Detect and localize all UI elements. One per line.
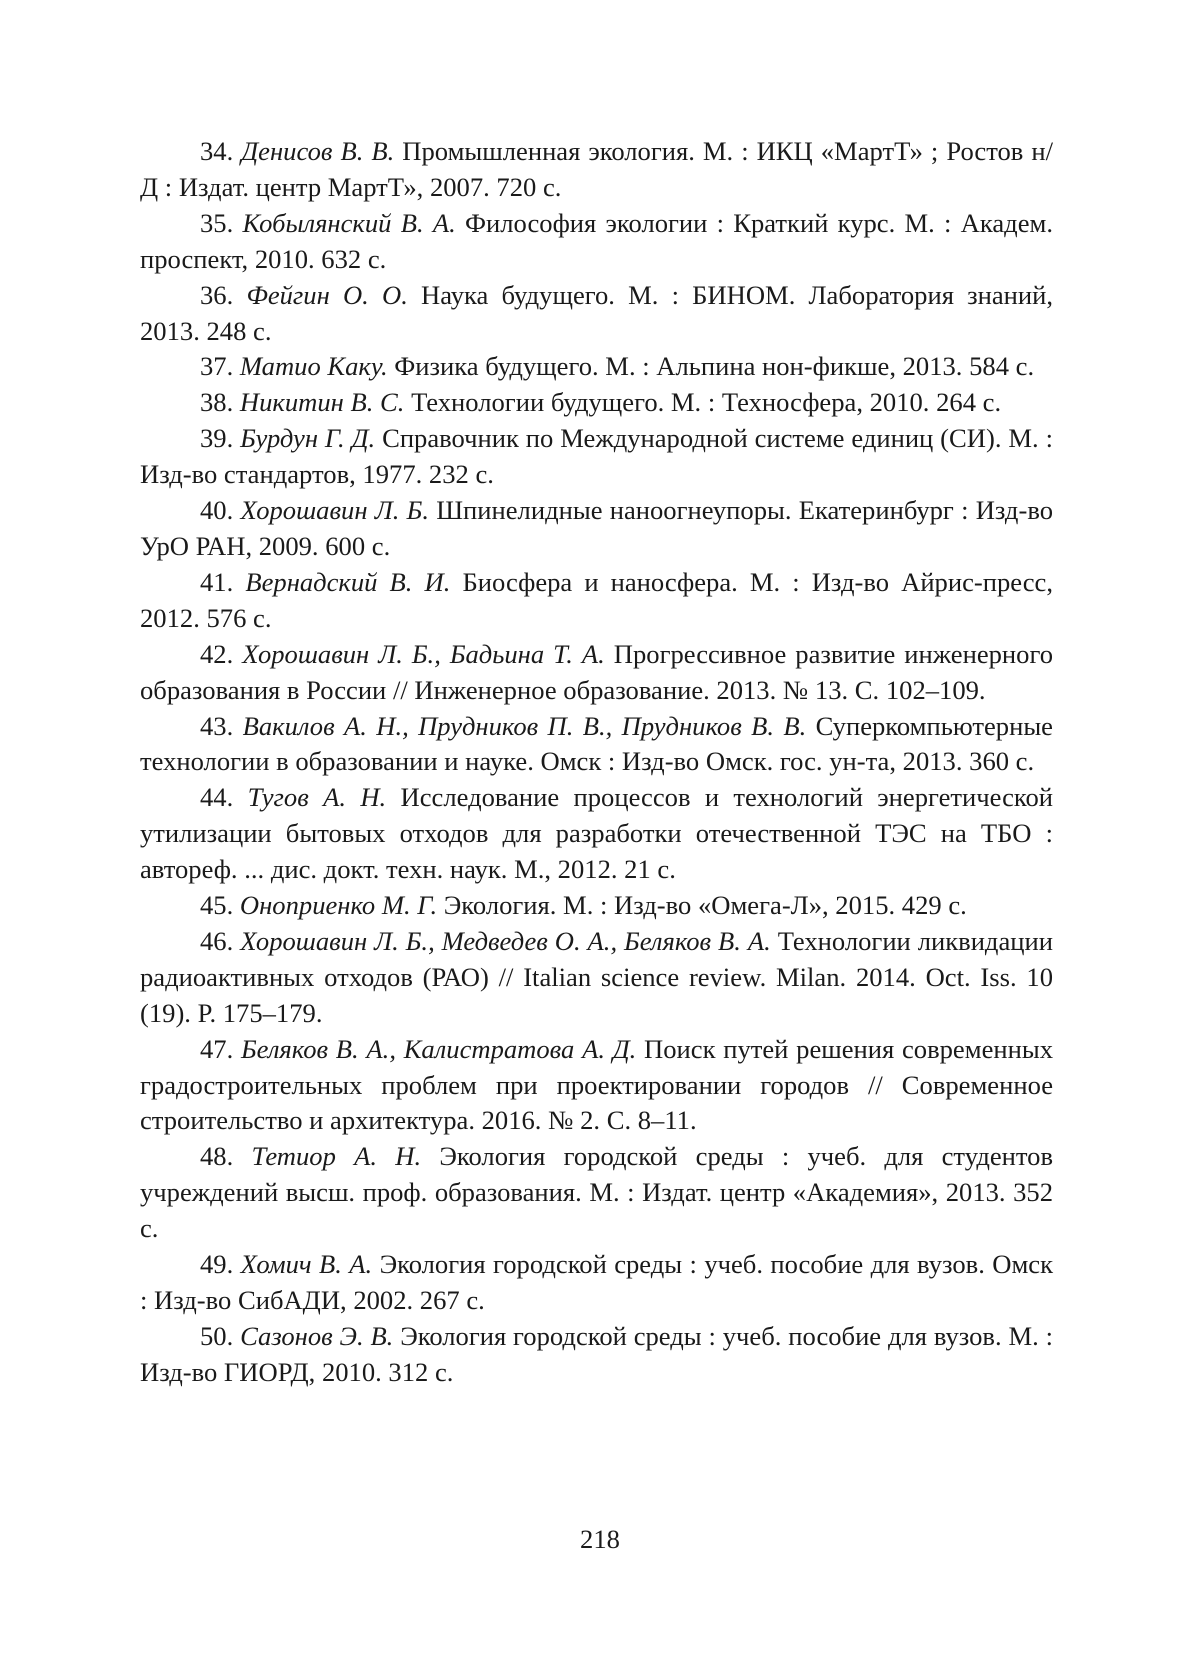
reference-item bbox=[140, 1319, 1053, 1391]
reference-text: Поиск путей решения современных градостроительных проблем при проектировании городов // Современное строительство и архитектура. 2016. № 2. С. 8–11. bbox=[140, 1033, 1053, 1136]
reference-text: Экология городской среды : учеб. для студентов учреждений высш. проф. образования. М. : Издат. центр «Академия», 2013. 352 с. bbox=[140, 1141, 1054, 1244]
reference-item bbox=[140, 709, 1053, 781]
reference-item bbox=[140, 278, 1053, 350]
reference-authors: Бурдун Г. Д. bbox=[240, 423, 376, 454]
reference-authors: Никитин В. С. bbox=[239, 387, 405, 418]
reference-authors: Вернадский В. И. bbox=[245, 566, 451, 597]
reference-number: 36. bbox=[200, 279, 234, 310]
reference-text: Экология. М. : Изд-во «Омега-Л», 2015. 429 с. bbox=[443, 890, 967, 921]
reference-authors: Беляков В. А., Калистратова А. Д. bbox=[241, 1033, 637, 1064]
reference-text: Суперкомпьютерные технологии в образовании и науке. Омск : Изд-во Омск. гос. ун-та, 2013. 360 с. bbox=[140, 710, 1053, 777]
reference-item bbox=[140, 385, 1053, 421]
reference-authors: Фейгин О. О. bbox=[246, 279, 408, 310]
reference-number: 42. bbox=[200, 638, 234, 669]
reference-text: Исследование процессов и технологий энергетической утилизации бытовых отходов для разработки отечественной ТЭС на ТБО : автореф. ... дис. докт. техн. наук. М., 2012. 21 с. bbox=[140, 782, 1053, 885]
reference-text: Биосфера и наносфера. М. : Изд-во Айрис-пресс, 2012. 576 с. bbox=[140, 566, 1053, 633]
reference-authors: Хорошавин Л. Б., Медведев О. А., Беляков В. А. bbox=[240, 925, 771, 956]
page-number: 218 bbox=[580, 1524, 620, 1554]
reference-text: Экология городской среды : учеб. пособие для вузов. М. : Изд-во ГИОРД, 2010. 312 с. bbox=[140, 1320, 1054, 1387]
reference-item bbox=[140, 780, 1053, 888]
reference-number: 34. bbox=[200, 136, 234, 166]
reference-authors: Хорошавин Л. Б., Бадьина Т. А. bbox=[242, 638, 605, 669]
reference-number: 39. bbox=[200, 423, 234, 454]
reference-authors: Вакилов А. Н., Прудников П. В., Прудников В. В. bbox=[242, 710, 807, 741]
reference-text: Философия экологии : Краткий курс. М. : Академ. проспект, 2010. 632 с. bbox=[140, 207, 1053, 274]
reference-number: 44. bbox=[200, 782, 234, 813]
reference-item bbox=[140, 349, 1053, 385]
reference-item bbox=[140, 1032, 1053, 1140]
reference-number: 45. bbox=[200, 890, 234, 921]
reference-authors: Сазонов Э. В. bbox=[240, 1320, 394, 1351]
reference-item bbox=[140, 493, 1053, 565]
reference-text: Наука будущего. М. : БИНОМ. Лаборатория знаний, 2013. 248 с. bbox=[140, 279, 1053, 346]
reference-text: Технологии ликвидации радиоактивных отходов (РАО) // Italian science review. Milan. 2014. Oct. Iss. 10 (19). P. 175–179. bbox=[140, 925, 1053, 1028]
reference-text: Промышленная экология. М. : ИКЦ «МартТ» ; Ростов н/Д : Издат. центр МартТ», 2007. 720 с. bbox=[140, 136, 1053, 202]
reference-authors: Оноприенко М. Г. bbox=[239, 890, 438, 921]
reference-item bbox=[140, 565, 1053, 637]
reference-authors: Матио Каку. bbox=[239, 351, 388, 382]
reference-text: Прогрессивное развитие инженерного образования в России // Инженерное образование. 2013. № 13. С. 102–109. bbox=[140, 638, 1053, 705]
reference-item bbox=[140, 1139, 1053, 1247]
reference-number: 38. bbox=[200, 387, 234, 418]
reference-authors: Тетиор А. Н. bbox=[251, 1141, 422, 1172]
reference-item bbox=[140, 924, 1053, 1032]
reference-number: 35. bbox=[200, 207, 234, 238]
reference-text: Физика будущего. М. : Альпина нон-фикше, 2013. 584 с. bbox=[394, 351, 1035, 382]
reference-text: Справочник по Международной системе единиц (СИ). М. : Изд-во стандартов, 1977. 232 с. bbox=[140, 423, 1053, 490]
reference-item bbox=[140, 637, 1053, 709]
reference-authors: Хомич В. А. bbox=[240, 1249, 373, 1280]
reference-item bbox=[140, 1247, 1053, 1319]
reference-item bbox=[140, 134, 1053, 206]
reference-authors: Кобылянский В. А. bbox=[242, 207, 456, 238]
reference-item bbox=[140, 888, 1053, 924]
reference-number: 48. bbox=[200, 1141, 234, 1172]
reference-item bbox=[140, 421, 1053, 493]
reference-authors: Тугов А. Н. bbox=[247, 782, 387, 813]
reference-authors: Денисов В. В. bbox=[241, 136, 395, 166]
reference-number: 41. bbox=[200, 566, 234, 597]
reference-number: 47. bbox=[200, 1033, 234, 1064]
reference-number: 40. bbox=[200, 495, 234, 526]
reference-number: 46. bbox=[200, 925, 234, 956]
reference-number: 43. bbox=[200, 710, 234, 741]
reference-number: 49. bbox=[200, 1249, 234, 1280]
reference-text: Шпинелидные наноогнеупоры. Екатеринбург : Изд-во УрО РАН, 2009. 600 с. bbox=[140, 495, 1053, 561]
reference-authors: Хорошавин Л. Б. bbox=[240, 495, 429, 526]
reference-item bbox=[140, 206, 1053, 278]
reference-number: 50. bbox=[200, 1320, 234, 1351]
reference-number: 37. bbox=[200, 351, 234, 382]
reference-text: Экология городской среды : учеб. пособие для вузов. Омск : Изд-во СибАДИ, 2002. 267 с. bbox=[140, 1249, 1053, 1315]
reference-text: Технологии будущего. М. : Техносфера, 2010. 264 с. bbox=[411, 387, 1002, 418]
reference-list bbox=[140, 134, 1053, 1391]
